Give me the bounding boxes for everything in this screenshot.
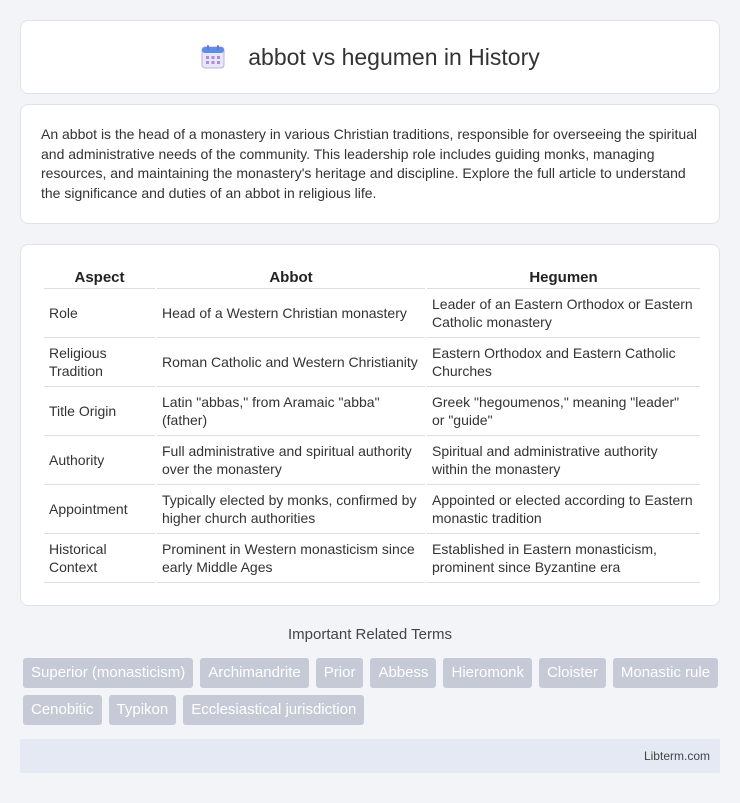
related-term-tag[interactable]: Cloister xyxy=(539,658,606,688)
cell-aspect: Historical Context xyxy=(44,534,155,583)
cell-aspect: Appointment xyxy=(44,485,155,534)
page-title: abbot vs hegumen in History xyxy=(248,43,540,70)
comparison-table-card xyxy=(20,244,720,606)
table-row xyxy=(44,387,700,436)
cell-hegumen: Established in Eastern monasticism, prominent since Byzantine era xyxy=(427,534,700,583)
related-term-tag[interactable]: Abbess xyxy=(370,658,436,688)
intro-card xyxy=(20,104,720,224)
footer xyxy=(20,739,720,773)
related-term-tag[interactable]: Monastic rule xyxy=(613,658,718,688)
table-row xyxy=(44,534,700,583)
related-term-tag[interactable]: Typikon xyxy=(109,695,177,725)
intro-text: An abbot is the head of a monastery in various Christian traditions, responsible for overseeing the spiritual and administrative needs of the community. This leadership role includes guiding monks, managing resources, and maintaining the monastery's heritage and discipline. Explore the full article to understand the significance and duties of an abbot in religious life. xyxy=(41,126,698,201)
cell-abbot: Head of a Western Christian monastery xyxy=(157,289,425,338)
cell-hegumen: Appointed or elected according to Eastern monastic tradition xyxy=(427,485,700,534)
table-header-row xyxy=(44,265,700,289)
related-term-tag[interactable]: Ecclesiastical jurisdiction xyxy=(183,695,364,725)
title-wrap xyxy=(200,44,540,71)
header-abbot: Abbot xyxy=(157,265,425,289)
cell-abbot: Roman Catholic and Western Christianity xyxy=(157,338,425,387)
table-row xyxy=(44,436,700,485)
cell-abbot: Latin "abbas," from Aramaic "abba" (father) xyxy=(157,387,425,436)
comparison-table xyxy=(42,265,702,583)
related-terms-list xyxy=(23,658,723,725)
cell-hegumen: Eastern Orthodox and Eastern Catholic Churches xyxy=(427,338,700,387)
related-term-tag[interactable]: Cenobitic xyxy=(23,695,102,725)
cell-abbot: Full administrative and spiritual authority over the monastery xyxy=(157,436,425,485)
cell-aspect: Title Origin xyxy=(44,387,155,436)
cell-aspect: Religious Tradition xyxy=(44,338,155,387)
related-terms-title: Important Related Terms xyxy=(288,626,452,643)
calendar-icon xyxy=(200,44,226,70)
header-hegumen: Hegumen xyxy=(427,265,700,289)
footer-site-link[interactable]: Libterm.com xyxy=(643,749,710,763)
related-term-tag[interactable]: Superior (monasticism) xyxy=(23,658,193,688)
related-term-tag[interactable]: Archimandrite xyxy=(200,658,309,688)
cell-aspect: Authority xyxy=(44,436,155,485)
related-term-tag[interactable]: Prior xyxy=(316,658,364,688)
cell-hegumen: Greek "hegoumenos," meaning "leader" or "guide" xyxy=(427,387,700,436)
cell-hegumen: Leader of an Eastern Orthodox or Eastern Catholic monastery xyxy=(427,289,700,338)
table-row xyxy=(44,338,700,387)
table-row xyxy=(44,289,700,338)
related-term-tag[interactable]: Hieromonk xyxy=(443,658,532,688)
header-aspect: Aspect xyxy=(44,265,155,289)
cell-abbot: Typically elected by monks, confirmed by higher church authorities xyxy=(157,485,425,534)
header-card xyxy=(20,20,720,94)
table-row xyxy=(44,485,700,534)
cell-hegumen: Spiritual and administrative authority within the monastery xyxy=(427,436,700,485)
cell-abbot: Prominent in Western monasticism since early Middle Ages xyxy=(157,534,425,583)
cell-aspect: Role xyxy=(44,289,155,338)
